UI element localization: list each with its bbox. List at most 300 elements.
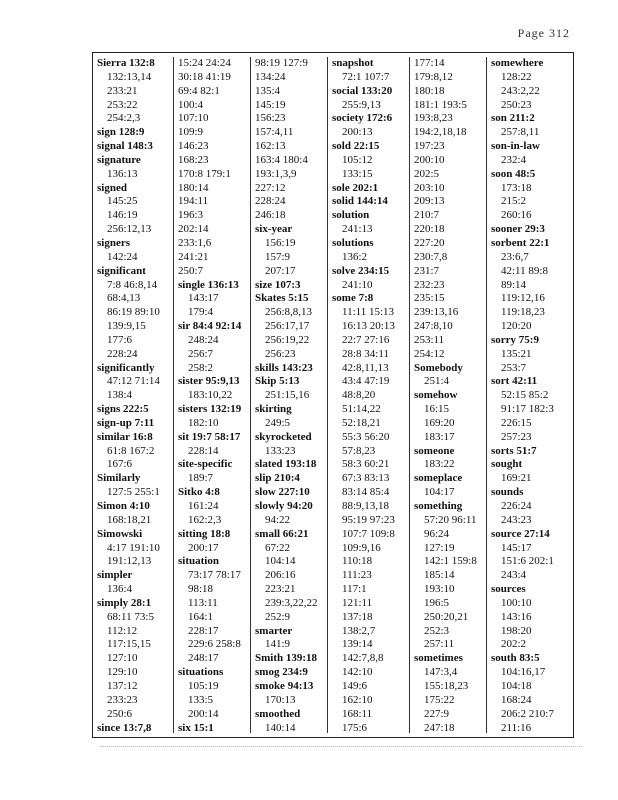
page-line-reference: 142:24 (107, 250, 138, 263)
index-term: since 13:7,8 (97, 721, 152, 734)
page-line-reference: 254:12 (414, 347, 445, 360)
page-line-reference: 141:9 (265, 638, 291, 651)
page-line-reference: 48:8,20 (342, 389, 376, 402)
page-line-reference: 175:6 (342, 721, 368, 734)
page-line-reference: 168:23 (178, 153, 209, 166)
index-term: south 83:5 (491, 652, 540, 665)
page-line-reference: 215:2 (501, 195, 527, 208)
page-line-reference: 145:25 (107, 195, 138, 208)
page-line-reference: 202:2 (501, 638, 527, 651)
page-line-reference: 133:23 (265, 444, 296, 457)
page-line-reference: 104:18 (501, 679, 532, 692)
page-line-reference: 67:22 (265, 541, 291, 554)
page-line-reference: 228:24 (107, 347, 138, 360)
page-line-reference: 58:3 60:21 (342, 458, 390, 471)
page-line-reference: 231:7 (414, 264, 440, 277)
index-term: slowly 94:20 (255, 500, 313, 512)
page-line-reference: 258:2 (188, 361, 214, 374)
index-term: social 133:20 (332, 84, 393, 97)
page-line-reference: 247:8,10 (414, 320, 453, 333)
page-line-reference: 104:16,17 (501, 666, 546, 679)
footer-rule (100, 746, 582, 747)
index-term: similar 16:8 (97, 430, 153, 443)
page-line-reference: 88:9,13,18 (342, 500, 390, 512)
page-line-reference: 257:23 (501, 430, 532, 443)
index-term: signers (97, 236, 130, 249)
page-line-reference: 68:4,13 (107, 292, 141, 305)
index-column-4 (327, 57, 409, 733)
page-line-reference: 173:18 (501, 181, 532, 194)
page-line-reference: 239:13,16 (414, 306, 459, 319)
page-line-reference: 228:14 (188, 444, 219, 457)
page-line-reference: 254:2,3 (107, 112, 141, 125)
page-line-reference: 16:13 20:13 (342, 320, 395, 333)
page-line-reference: 145:17 (501, 541, 532, 554)
page-line-reference: 250:20,21 (424, 610, 469, 623)
page-line-reference: 55:3 56:20 (342, 430, 390, 443)
index-term: Sierra 132:8 (97, 57, 155, 69)
page-line-reference: 179:4 (188, 306, 214, 319)
index-term: six 15:1 (178, 721, 214, 734)
index-term: son 211:2 (491, 112, 535, 125)
page-line-reference: 129:10 (107, 666, 138, 679)
page-line-reference: 241:10 (342, 278, 373, 291)
index-term: sometimes (414, 652, 463, 665)
index-term: slow 227:10 (255, 486, 310, 499)
index-term: Skates 5:15 (255, 292, 309, 305)
index-term: six-year (255, 223, 293, 236)
index-term: sign-up 7:11 (97, 416, 155, 429)
page-line-reference: 112:12 (107, 624, 138, 637)
page-line-reference: 232:4 (501, 153, 527, 166)
page-line-reference: 169:20 (424, 416, 455, 429)
page-line-reference: 253:11 (414, 333, 445, 346)
page-line-reference: 250:6 (107, 707, 133, 720)
index-term: society 172:6 (332, 112, 393, 125)
index-term: snapshot (332, 57, 374, 69)
index-term: size 107:3 (255, 278, 301, 291)
page-line-reference: 28:8 34:11 (342, 347, 389, 360)
page-line-reference: 119:18,23 (501, 306, 545, 319)
page-line-reference: 168:11 (342, 707, 373, 720)
page-line-reference: 100:4 (178, 98, 204, 111)
index-term: someone (414, 444, 455, 457)
index-term: solutions (332, 236, 374, 249)
page-line-reference: 146:23 (178, 140, 209, 153)
page-line-reference: 110:18 (342, 555, 373, 568)
page-line-reference: 250:7 (178, 264, 204, 277)
index-term: smog 234:9 (255, 666, 308, 679)
page-line-reference: 109:9 (178, 126, 204, 139)
page-line-reference: 98:19 127:9 (255, 57, 308, 69)
page-line-reference: 104:17 (424, 486, 455, 499)
index-term: sources (491, 583, 526, 596)
page-line-reference: 230:7,8 (414, 250, 448, 263)
page-line-reference: 83:14 85:4 (342, 486, 390, 499)
page-line-reference: 243:4 (501, 569, 527, 582)
page-line-reference: 226:15 (501, 416, 532, 429)
index-term: some 7:8 (332, 292, 374, 305)
page-line-reference: 105:12 (342, 153, 373, 166)
page-line-reference: 232:23 (414, 278, 445, 291)
page-line-reference: 133:5 (188, 693, 214, 706)
index-term: sort 42:11 (491, 375, 538, 388)
page-line-reference: 228:17 (188, 624, 219, 637)
page-line-reference: 47:12 71:14 (107, 375, 160, 388)
index-term: signature (97, 153, 141, 166)
page-line-reference: 142:1 159:8 (424, 555, 477, 568)
index-term: single 136:13 (178, 278, 239, 291)
page-line-reference: 162:10 (342, 693, 373, 706)
page-line-reference: 229:6 258:8 (188, 638, 241, 651)
page-line-reference: 256:23 (265, 347, 296, 360)
index-term: significant (97, 264, 146, 277)
page-line-reference: 132:13,14 (107, 70, 152, 83)
page-line-reference: 241:21 (178, 250, 209, 263)
page-line-reference: 42:11 89:8 (501, 264, 548, 277)
page-line-reference: 260:16 (501, 209, 532, 222)
page-line-reference: 251:4 (424, 375, 450, 388)
page-line-reference: 119:12,16 (501, 292, 545, 305)
index-term: Somebody (414, 361, 463, 374)
page-line-reference: 140:14 (265, 721, 296, 734)
page-line-reference: 249:5 (265, 416, 291, 429)
page-line-reference: 256:7 (188, 347, 214, 360)
page-line-reference: 86:19 89:10 (107, 306, 160, 319)
page-line-reference: 117:1 (342, 583, 367, 596)
page-line-reference: 161:24 (188, 500, 219, 512)
page-line-reference: 98:18 (188, 583, 214, 596)
page-line-reference: 51:14,22 (342, 403, 381, 416)
page-line-reference: 252:3 (424, 624, 450, 637)
page-line-reference: 23:6,7 (501, 250, 529, 263)
page-line-reference: 162:2,3 (188, 513, 222, 526)
page-line-reference: 183:17 (424, 430, 455, 443)
page-line-reference: 256:8,8,13 (265, 306, 313, 319)
index-term: sir 84:4 92:14 (178, 320, 242, 333)
page-line-reference: 157:9 (265, 250, 291, 263)
page-line-reference: 170:13 (265, 693, 296, 706)
index-term: signed (97, 181, 127, 194)
page-line-reference: 163:4 180:4 (255, 153, 308, 166)
page-line-reference: 226:24 (501, 500, 532, 512)
page-line-reference: 248:24 (188, 333, 219, 346)
page-line-reference: 227:20 (414, 236, 445, 249)
page-line-reference: 22:7 27:16 (342, 333, 390, 346)
page-line-reference: 233:1,6 (178, 236, 212, 249)
page-line-reference: 107:10 (178, 112, 209, 125)
page-line-reference: 145:19 (255, 98, 286, 111)
index-column-5 (409, 57, 486, 733)
page-line-reference: 193:8,23 (414, 112, 453, 125)
page-line-reference: 191:12,13 (107, 555, 152, 568)
index-term: Smith 139:18 (255, 652, 318, 665)
page-line-reference: 175:22 (424, 693, 455, 706)
page-line-reference: 143:16 (501, 610, 532, 623)
index-term: someplace (414, 472, 463, 485)
page-line-reference: 168:24 (501, 693, 532, 706)
page-line-reference: 127:5 255:1 (107, 486, 160, 499)
index-term: site-specific (178, 458, 233, 471)
page-line-reference: 250:23 (501, 98, 532, 111)
page-line-reference: 120:20 (501, 320, 532, 333)
page-line-reference: 196:5 (424, 596, 450, 609)
page-line-reference: 179:8,12 (414, 70, 453, 83)
page-line-reference: 169:21 (501, 472, 532, 485)
page-line-reference: 202:5 (414, 167, 440, 180)
page-line-reference: 73:17 78:17 (188, 569, 241, 582)
page-line-reference: 256:12,13 (107, 223, 152, 236)
page-line-reference: 133:15 (342, 167, 373, 180)
page-line-reference: 256:19,22 (265, 333, 310, 346)
page-line-reference: 207:17 (265, 264, 296, 277)
page-line-reference: 253:7 (501, 361, 527, 374)
page-line-reference: 194:11 (178, 195, 209, 208)
page-line-reference: 109:9,16 (342, 541, 381, 554)
index-term: signal 148:3 (97, 140, 153, 153)
page-line-reference: 223:21 (265, 583, 296, 596)
page-line-reference: 248:17 (188, 652, 219, 665)
page-line-reference: 243:2,22 (501, 84, 540, 97)
page-line-reference: 95:19 97:23 (342, 513, 395, 526)
index-term: sorts 51:7 (491, 444, 537, 457)
index-term: Skip 5:13 (255, 375, 300, 388)
page-line-reference: 137:18 (342, 610, 373, 623)
index-term: somewhere (491, 57, 544, 69)
page-line-reference: 138:2,7 (342, 624, 376, 637)
page-line-reference: 177:6 (107, 333, 133, 346)
page-line-reference: 167:6 (107, 458, 133, 471)
page-line-reference: 209:13 (414, 195, 445, 208)
page-line-reference: 52:15 85:2 (501, 389, 549, 402)
page-line-reference: 111:23 (342, 569, 372, 582)
page-line-reference: 156:19 (265, 236, 296, 249)
page-line-reference: 198:20 (501, 624, 532, 637)
page-line-reference: 252:9 (265, 610, 291, 623)
index-column-1 (93, 57, 173, 733)
index-term: sorbent 22:1 (491, 236, 550, 249)
page-line-reference: 67:3 83:13 (342, 472, 390, 485)
page-line-reference: 256:17,17 (265, 320, 310, 333)
index-term: small 66:21 (255, 527, 309, 540)
page-line-reference: 147:3,4 (424, 666, 458, 679)
index-term: sitting 18:8 (178, 527, 231, 540)
index-term: sisters 132:19 (178, 403, 242, 416)
page-line-reference: 189:7 (188, 472, 214, 485)
page-line-reference: 107:7 109:8 (342, 527, 395, 540)
index-term: Simowski (97, 527, 143, 540)
page-line-reference: 200:17 (188, 541, 219, 554)
page-line-reference: 257:8,11 (501, 126, 540, 139)
index-term: slated 193:18 (255, 458, 317, 471)
index-term: slip 210:4 (255, 472, 300, 485)
index-term: skyrocketed (255, 430, 312, 443)
page-line-reference: 134:24 (255, 70, 286, 83)
index-term: smoke 94:13 (255, 679, 314, 692)
page-line-reference: 200:14 (188, 707, 219, 720)
page-line-reference: 57:8,23 (342, 444, 376, 457)
page-line-reference: 139:14 (342, 638, 373, 651)
index-term: smarter (255, 624, 293, 637)
page-line-reference: 170:8 179:1 (178, 167, 231, 180)
page-line-reference: 89:14 (501, 278, 527, 291)
page-line-reference: 16:15 (424, 403, 450, 416)
page-line-reference: 200:10 (414, 153, 445, 166)
page-line-reference: 193:10 (424, 583, 455, 596)
page-line-reference: 203:10 (414, 181, 445, 194)
page-line-reference: 233:21 (107, 84, 138, 97)
page-line-reference: 15:24 24:24 (178, 57, 231, 69)
index-term: sold 22:15 (332, 140, 380, 153)
page-line-reference: 43:4 47:19 (342, 375, 390, 388)
page-line-reference: 155:18,23 (424, 679, 469, 692)
page-line-reference: 52:18,21 (342, 416, 381, 429)
page-line-reference: 91:17 182:3 (501, 403, 554, 416)
page-line-reference: 127:19 (424, 541, 455, 554)
page-line-reference: 136:13 (107, 167, 138, 180)
page-line-reference: 227:9 (424, 707, 450, 720)
page-line-reference: 206:2 210:7 (501, 707, 554, 720)
page-line-reference: 177:14 (414, 57, 445, 69)
index-term: significantly (97, 361, 155, 374)
page-line-reference: 69:4 82:1 (178, 84, 220, 97)
page-line-reference: 251:15,16 (265, 389, 310, 402)
index-term: solid 144:14 (332, 195, 388, 208)
page-line-reference: 127:10 (107, 652, 138, 665)
page-line-reference: 128:22 (501, 70, 532, 83)
page-line-reference: 206:16 (265, 569, 296, 582)
index-term: son-in-law (491, 140, 540, 153)
page-number: Page 312 (517, 26, 570, 40)
page-line-reference: 68:11 73:5 (107, 610, 154, 623)
page-line-reference: 196:3 (178, 209, 204, 222)
page-line-reference: 193:1,3,9 (255, 167, 297, 180)
page-line-reference: 180:18 (414, 84, 445, 97)
index-term: simpler (97, 569, 133, 582)
page-line-reference: 143:17 (188, 292, 219, 305)
index-term: smoothed (255, 707, 301, 720)
page-line-reference: 183:22 (424, 458, 455, 471)
index-term: sister 95:9,13 (178, 375, 240, 388)
page-line-reference: 100:10 (501, 596, 532, 609)
page-line-reference: 180:14 (178, 181, 209, 194)
page-line-reference: 11:11 15:13 (342, 306, 395, 319)
page-line-reference: 142:7,8,8 (342, 652, 384, 665)
page-line-reference: 151:6 202:1 (501, 555, 554, 568)
page-line-reference: 227:12 (255, 181, 286, 194)
index-term: situations (178, 666, 224, 679)
page-line-reference: 105:19 (188, 679, 219, 692)
page-line-reference: 7:8 46:8,14 (107, 278, 158, 291)
page-line-reference: 168:18,21 (107, 513, 152, 526)
page-line-reference: 194:2,18,18 (414, 126, 467, 139)
page-line-reference: 135:21 (501, 347, 532, 360)
page-line-reference: 136:2 (342, 250, 368, 263)
page-line-reference: 94:22 (265, 513, 291, 526)
index-term: sooner 29:3 (491, 223, 545, 236)
index-term: Sitko 4:8 (178, 486, 220, 499)
page-line-reference: 42:8,11,13 (342, 361, 389, 374)
page-line-reference: 235:15 (414, 292, 445, 305)
index-term: Similarly (97, 472, 141, 485)
page-line-reference: 136:4 (107, 583, 133, 596)
page-line-reference: 162:13 (255, 140, 286, 153)
index-term: something (414, 500, 463, 512)
page-line-reference: 241:13 (342, 223, 373, 236)
page-line-reference: 233:23 (107, 693, 138, 706)
index-term: solution (332, 209, 370, 222)
index-term: somehow (414, 389, 458, 402)
page-line-reference: 30:18 41:19 (178, 70, 231, 83)
page-line-reference: 121:11 (342, 596, 373, 609)
index-term: source 27:14 (491, 527, 550, 540)
index-term: skirting (255, 403, 292, 416)
word-index-table (92, 52, 574, 738)
index-term: sorry 75:9 (491, 333, 539, 346)
page-line-reference: 253:22 (107, 98, 138, 111)
page-line-reference: 211:16 (501, 721, 532, 734)
page-line-reference: 104:14 (265, 555, 296, 568)
page-line-reference: 220:18 (414, 223, 445, 236)
index-term: sounds (491, 486, 524, 499)
page-line-reference: 183:10,22 (188, 389, 233, 402)
page-line-reference: 142:10 (342, 666, 373, 679)
index-column-3 (250, 57, 327, 733)
index-term: skills 143:23 (255, 361, 313, 374)
page-line-reference: 239:3,22,22 (265, 596, 318, 609)
page-line-reference: 164:1 (188, 610, 214, 623)
index-term: sign 128:9 (97, 126, 145, 139)
page-line-reference: 202:14 (178, 223, 209, 236)
page-line-reference: 72:1 107:7 (342, 70, 390, 83)
page-line-reference: 156:23 (255, 112, 286, 125)
page-line-reference: 247:18 (424, 721, 455, 734)
index-term: solve 234:15 (332, 264, 390, 277)
page-line-reference: 135:4 (255, 84, 281, 97)
page-line-reference: 61:8 167:2 (107, 444, 155, 457)
index-term: situation (178, 555, 219, 568)
page-line-reference: 57:20 96:11 (424, 513, 477, 526)
index-column-6 (486, 57, 575, 733)
page-line-reference: 243:23 (501, 513, 532, 526)
page-line-reference: 96:24 (424, 527, 450, 540)
page-line-reference: 257:11 (424, 638, 455, 651)
page-line-reference: 146:19 (107, 209, 138, 222)
index-term: simply 28:1 (97, 596, 152, 609)
page-line-reference: 4:17 191:10 (107, 541, 160, 554)
page-line-reference: 149:6 (342, 679, 368, 692)
page-line-reference: 117:15,15 (107, 638, 151, 651)
index-term: signs 222:5 (97, 403, 149, 416)
page-line-reference: 210:7 (414, 209, 440, 222)
page-line-reference: 197:23 (414, 140, 445, 153)
page-line-reference: 182:10 (188, 416, 219, 429)
page-line-reference: 255:9,13 (342, 98, 381, 111)
index-term: sit 19:7 58:17 (178, 430, 241, 443)
page-line-reference: 137:12 (107, 679, 138, 692)
page-line-reference: 181:1 193:5 (414, 98, 467, 111)
page-line-reference: 200:13 (342, 126, 373, 139)
page-line-reference: 113:11 (188, 596, 218, 609)
page-line-reference: 228:24 (255, 195, 286, 208)
page-line-reference: 246:18 (255, 209, 286, 222)
page-line-reference: 138:4 (107, 389, 133, 402)
index-term: sole 202:1 (332, 181, 379, 194)
page-line-reference: 139:9,15 (107, 320, 146, 333)
index-term: sought (491, 458, 523, 471)
index-term: soon 48:5 (491, 167, 536, 180)
index-column-2 (173, 57, 250, 733)
